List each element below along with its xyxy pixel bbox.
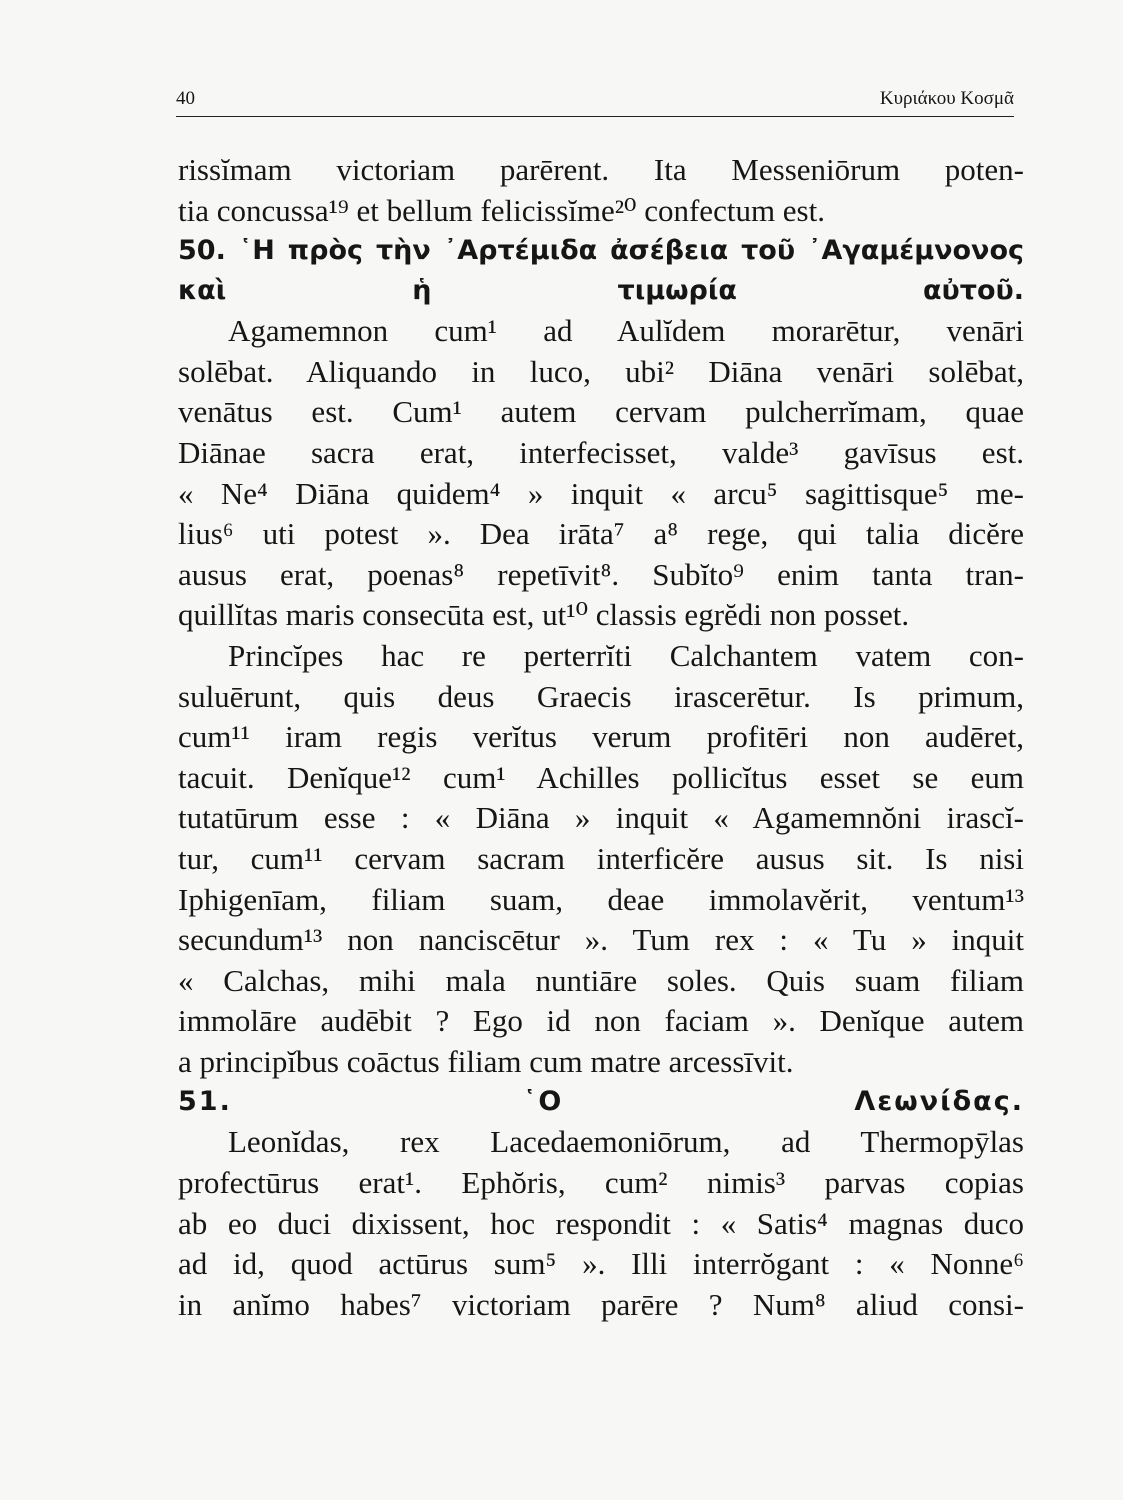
text-line: Diānae sacra erat, interfecisset, valde³ gavīsus est. <box>178 434 1024 470</box>
section-heading-50-cont: καὶ ἡ τιμωρία αὐτοῦ. <box>178 275 1024 307</box>
text-line: rissĭmam victoriam parērent. Ita Messeniōrum poten- <box>178 152 1024 187</box>
text-line: Princĭpes hac re perterrĭti Calchantem vatem con- <box>228 637 1024 673</box>
text-line: ad id, quod actūrus sum⁵ ». Illi interrŏgant : « Nonne⁶ <box>178 1246 1024 1282</box>
text-line: lius⁶ uti potest ». Dea irāta⁷ a⁸ rege, qui talia dicĕre <box>178 516 1024 552</box>
text-line: Leonĭdas, rex Lacedaemoniōrum, ad Thermopȳlas <box>228 1124 1024 1160</box>
text-line: « Calchas, mihi mala nuntiāre soles. Quis suam filiam <box>178 962 1024 998</box>
text-line: Agamemnon cum¹ ad Aulĭdem morarētur, venāri <box>228 313 1024 349</box>
text-line: « Ne⁴ Diāna quidem⁴ » inquit « arcu⁵ sagittisque⁵ me- <box>178 475 1024 511</box>
text-line: secundum¹³ non nanciscētur ». Tum rex : « Tu » inquit <box>178 922 1024 958</box>
text-line: in anĭmo habes⁷ victoriam parēre ? Num⁸ aliud consi- <box>178 1286 1024 1322</box>
text-line: venātus est. Cum¹ autem cervam pulcherrĭmam, quae <box>178 394 1024 430</box>
text-line: tur, cum¹¹ cervam sacram interficĕre ausus sit. Is nisi <box>178 840 1024 876</box>
section-heading-51: 51. ῾Ο Λεωνίδας. <box>178 1086 1024 1118</box>
page-header <box>176 88 1014 117</box>
running-title: Κυριάκου Κοσμᾶ <box>879 88 1014 109</box>
page-number: 40 <box>176 88 195 109</box>
text-line: a principĭbus coāctus filiam cum matre arcessīvit. <box>178 1043 794 1079</box>
text-line: ausus erat, poenas⁸ repetīvit⁸. Subĭto⁹ enim tanta tran- <box>178 556 1024 592</box>
text-line: tutatūrum esse : « Diāna » inquit « Agamemnŏni irascĭ- <box>178 800 1024 836</box>
text-line: cum¹¹ iram regis verĭtus verum profitēri non audēret, <box>178 719 1024 755</box>
page-body <box>178 150 1024 1325</box>
text-line: tacuit. Denĭque¹² cum¹ Achilles pollicĭtus esset se eum <box>178 759 1024 795</box>
text-line: profectūrus erat¹. Ephŏris, cum² nimis³ parvas copias <box>178 1165 1024 1201</box>
text-line: ab eo duci dixissent, hoc respondit : « Satis⁴ magnas duco <box>178 1205 1024 1241</box>
text-line: solēbat. Aliquando in luco, ubi² Diāna venāri solēbat, <box>178 353 1024 389</box>
text-line: tia concussa¹⁹ et bellum felicissĭme²⁰ confectum est. <box>178 192 825 228</box>
text-line: suluērunt, quis deus Graecis irascerētur. Is primum, <box>178 678 1024 714</box>
text-line: Iphigenīam, filiam suam, deae immolavĕrit, ventum¹³ <box>178 881 1024 917</box>
section-heading-50: 50. ῾Η πρὸς τὴν ᾿Αρτέμιδα ἀσέβεια τοῦ ᾿Αγαμέμνονος <box>178 235 1024 267</box>
text-line: quillĭtas maris consecūta est, ut¹⁰ classis egrĕdi non posset. <box>178 597 910 633</box>
text-line: immolāre audēbit ? Ego id non faciam ». Denĭque autem <box>178 1003 1024 1039</box>
